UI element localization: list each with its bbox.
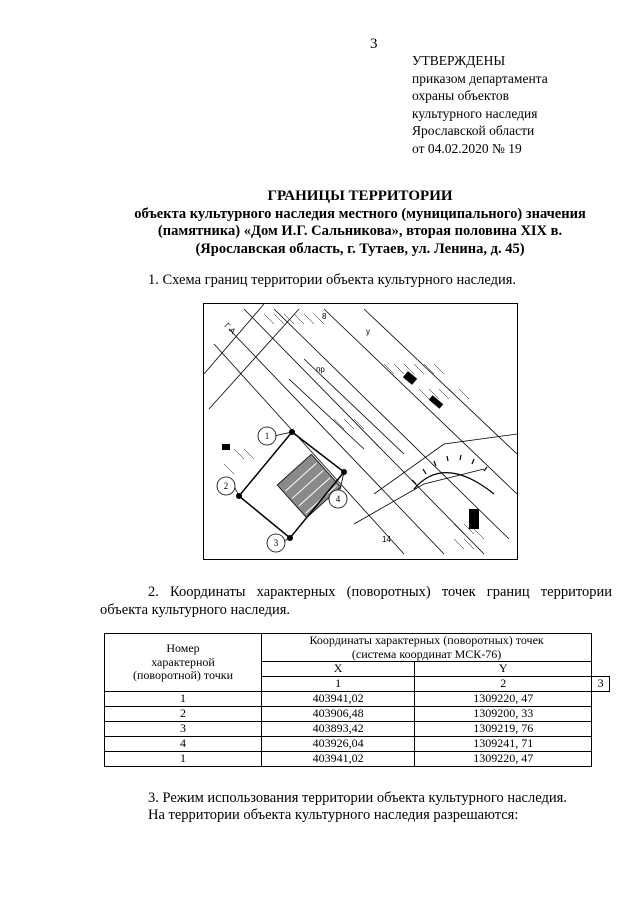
section-3-text: На территории объекта культурного наследия разрешаются: — [148, 807, 519, 823]
header-text: (система координат МСК-76) — [351, 646, 502, 661]
table-cell: 403941,02 — [262, 751, 415, 766]
table-cell: 1309220, 47 — [415, 751, 592, 766]
boundary-scheme-map — [203, 303, 518, 560]
approval-stamp — [412, 52, 548, 157]
table-cell: 2 — [105, 706, 262, 721]
table-cell: 403906,48 — [262, 706, 415, 721]
point-label: 3 — [273, 538, 279, 548]
table-cell: 1309241, 71 — [415, 736, 592, 751]
section-2-heading — [100, 583, 612, 619]
header-text: характерной — [151, 654, 215, 669]
table-row — [105, 706, 610, 721]
page-number: 3 — [370, 36, 378, 52]
map-fragment: Г А — [222, 321, 238, 336]
table-cell: 3 — [105, 721, 262, 736]
approval-line: приказом департамента — [412, 70, 548, 86]
header-x: X — [262, 662, 415, 677]
map-fragment: у — [366, 327, 370, 336]
table-cell: 403926,04 — [262, 736, 415, 751]
point-label: 4 — [335, 494, 341, 504]
title-heading: ГРАНИЦЫ ТЕРРИТОРИИ — [267, 188, 453, 204]
table-cell: 403941,02 — [262, 691, 415, 706]
map-fragment: 8 — [322, 312, 327, 321]
point-label: 2 — [223, 481, 229, 491]
document-title — [60, 188, 640, 258]
table-row — [105, 736, 610, 751]
map-fragment: пр — [316, 365, 325, 374]
approval-line: охраны объектов — [412, 88, 510, 103]
table-cell: 1 — [105, 691, 262, 706]
railway-line — [412, 455, 494, 494]
header-y: Y — [415, 662, 592, 677]
section-1-heading: 1. Схема границ территории объекта культурного наследия. — [148, 272, 517, 288]
approval-line: Ярославской области — [412, 123, 535, 138]
approval-line: УТВЕРЖДЕНЫ — [412, 53, 506, 68]
table-cell: 1309220, 47 — [415, 691, 592, 706]
table-row — [105, 691, 610, 706]
title-line: (Ярославская область, г. Тутаев, ул. Ленина, д. 45) — [195, 240, 525, 257]
map-fragment: 14 — [382, 535, 391, 544]
table-cell: 4 — [105, 736, 262, 751]
section-2-text: 2. Координаты характерных (поворотных) точек границ территории объекта культурного наследия. — [100, 584, 612, 618]
header-text: (поворотной) точки — [133, 668, 233, 682]
header-coordinates — [262, 634, 592, 662]
table-cell: 1309200, 33 — [415, 706, 592, 721]
table-cell: 1 — [105, 751, 262, 766]
header-point-number — [105, 634, 262, 692]
building-marks — [222, 371, 479, 529]
section-3-heading: 3. Режим использования территории объекта культурного наследия. — [148, 790, 567, 806]
table-cell: 3 — [592, 676, 610, 691]
title-line: (памятника) «Дом И.Г. Сальникова», вторая половина XIX в. — [157, 223, 563, 239]
title-line: объекта культурного наследия местного (муниципального) значения — [134, 205, 586, 222]
header-text: Номер — [166, 641, 200, 655]
approval-line: от 04.02.2020 № 19 — [412, 140, 522, 156]
table-cell: 2 — [415, 676, 592, 691]
map-drawing — [204, 304, 517, 559]
table-cell: 1309219, 76 — [415, 721, 592, 736]
monument-building — [277, 454, 341, 517]
table-cell: 1 — [262, 676, 415, 691]
table-row — [105, 721, 610, 736]
table-row — [105, 751, 610, 766]
table-cell: 403893,42 — [262, 721, 415, 736]
coordinates-table — [104, 633, 610, 767]
header-text: Координаты характерных (поворотных) точек — [309, 633, 544, 647]
point-label: 1 — [264, 431, 270, 441]
approval-line: культурного наследия — [412, 105, 538, 121]
